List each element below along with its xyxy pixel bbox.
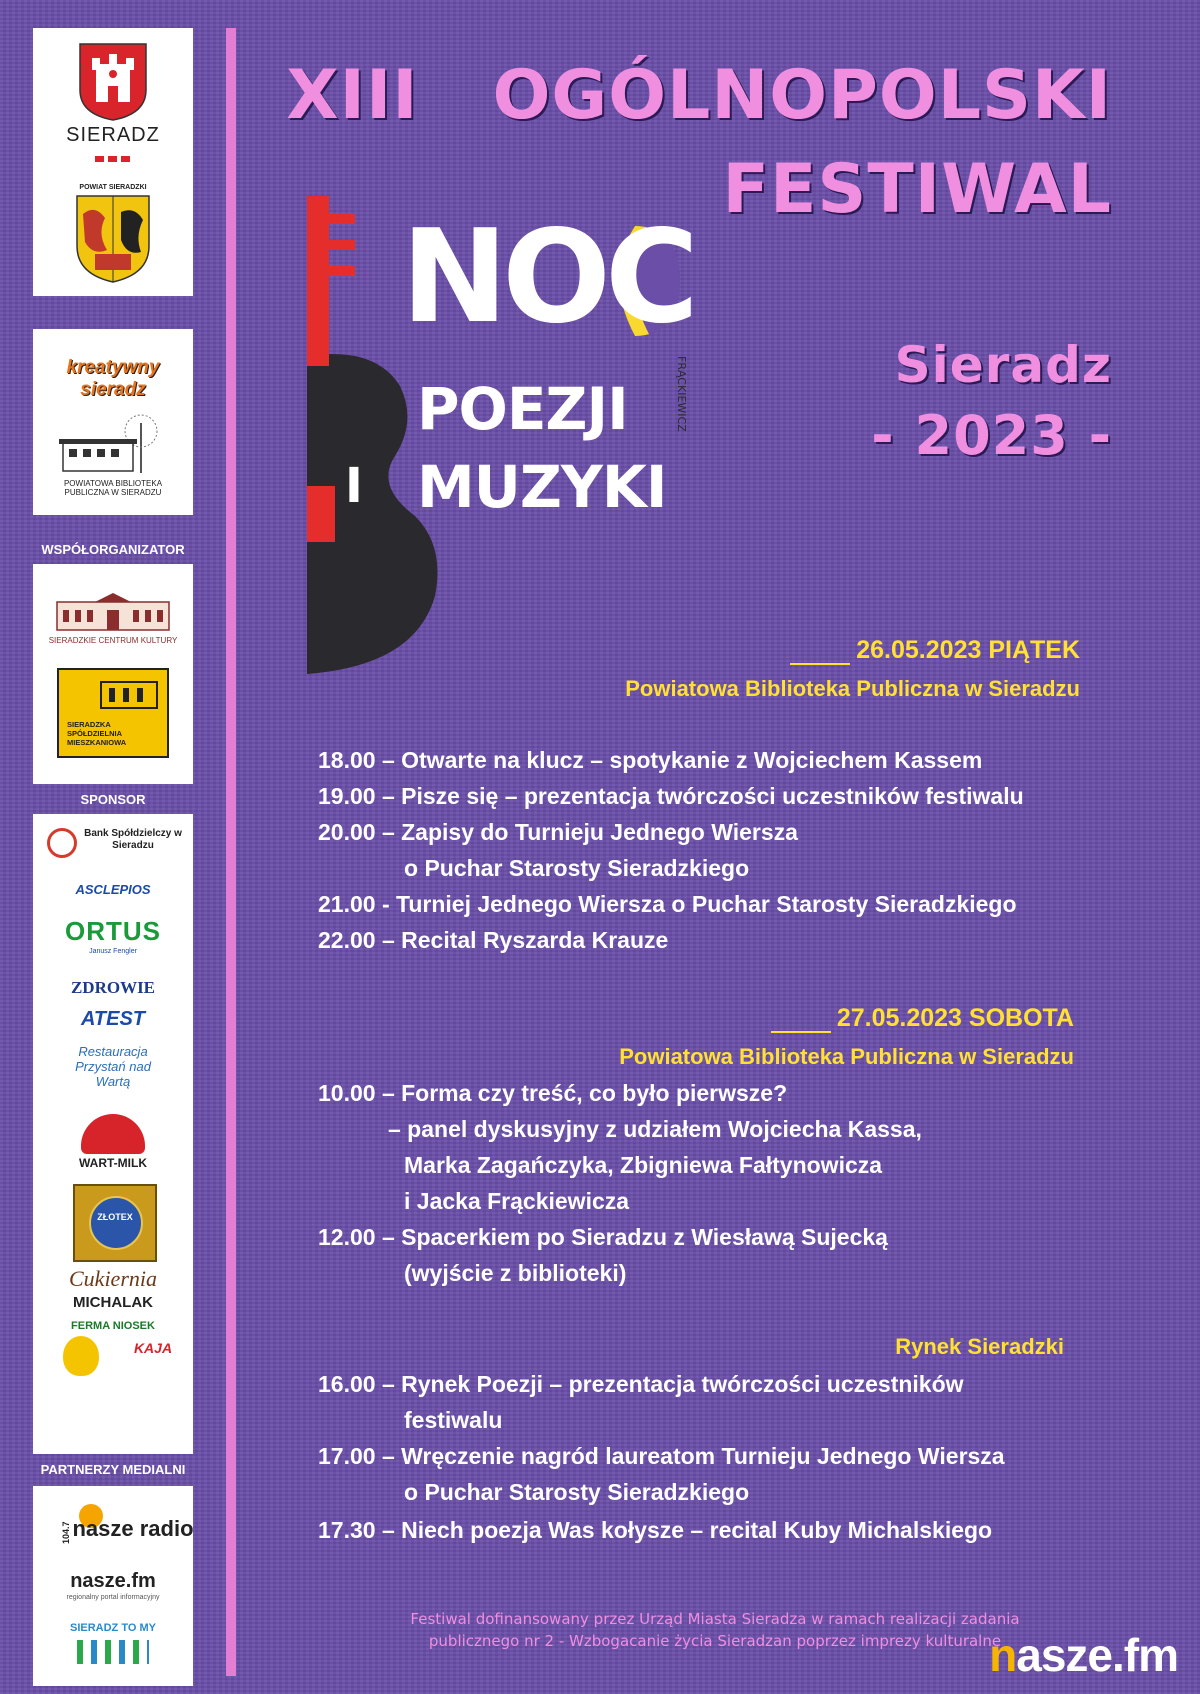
day2-item-3 [318,1366,964,1438]
day2-item-2-text: 12.00 – Spacerkiem po Sieradzu z Wiesławą Sujecką [318,1224,888,1250]
funding-note-line2: publicznego nr 2 - Wzbogacanie życia Sieradzan poprzez imprezy kulturalne [428,1632,1002,1650]
coorganizer-label: WSPÓŁORGANIZATOR [41,542,185,557]
festival-title-line1: XIII OGÓLNOPOLSKI [286,56,1112,135]
day2-item-2 [318,1219,888,1291]
art-word-noc [401,203,693,352]
coorganizer-panel [33,564,193,784]
day1-heading-text: 26.05.2023 PIĄTEK [856,636,1080,664]
festival-year: - 2023 - [871,404,1112,467]
bank-name: Bank Spółdzielczy w Sieradzu [84,828,182,851]
ferma-niosek-logo: FERMA NIOSEK [71,1320,155,1332]
day2-item-4-text: 17.00 – Wręczenie nagród laureatom Turnieju Jednego Wiersza [318,1443,1005,1469]
cooperative-logo [57,668,169,758]
radio-frequency: 104.7 [61,1521,71,1544]
ortus-logo: ORTUS [65,916,161,946]
asclepios-logo: ASCLEPIOS [75,882,151,897]
nasze-fm-logo: nasze.fm [70,1570,156,1592]
day2-heading-text: 27.05.2023 SOBOTA [836,1004,1074,1032]
day1-item-3 [318,814,798,886]
nasze-fm-watermark [989,1628,1178,1682]
organizer-panel [33,329,193,515]
nasze-radio-logo: nasze radio [72,1516,194,1541]
day2-venue-2: Rynek Sieradzki [895,1334,1064,1359]
culture-center-building-icon [55,592,171,632]
art-word-muzyki: MUZYKI [417,453,667,521]
day1-item-5: 22.00 – Recital Ryszarda Krauze [318,927,669,953]
atest-logo: ATEST [80,1008,146,1030]
zdrowie-logo: ZDROWIE [70,978,156,997]
day2-item-2-cont: (wyjście z biblioteki) [404,1260,627,1286]
day1-venue: Powiatowa Biblioteka Publiczna w Sieradzu [625,676,1080,701]
sieradz-crest-icon [78,42,148,122]
michalak-logo: MICHALAK [73,1294,153,1311]
culture-center-text: SIERADZKIE CENTRUM KULTURY [48,636,178,645]
crests-panel [33,28,193,296]
art-word-i: I [345,458,363,514]
day2-item-4-cont: o Puchar Starosty Sieradzkiego [404,1479,750,1505]
organizer-label: ORGANIZATOR [65,280,161,295]
wartmilk-logo-icon [81,1114,145,1154]
day1-heading [790,636,1080,665]
nasze-fm-subtitle: regionalny portal informacyjny [66,1594,160,1601]
day2-item-1 [318,1075,922,1219]
sponsor-panel [33,814,193,1454]
media-panel [33,1486,193,1686]
day2-item-3-text: 16.00 – Rynek Poezji – prezentacja twórczości uczestników [318,1371,964,1397]
day2-item-3-cont: festiwalu [404,1407,503,1433]
powiat-crest-icon [75,194,151,284]
day2-item-1-cont1: – panel dyskusyjny z udziałem Wojciecha Kassa, [388,1116,922,1142]
art-word-poezji: POEZJI [417,375,628,443]
kaja-logo: KAJA [133,1340,173,1356]
art-word-noc-text: NOC [401,203,693,352]
day2-item-1-cont2: Marka Zagańczyka, Zbigniewa Fałtynowicza [404,1152,883,1178]
noc-poezji-muzyki-artwork [305,196,710,676]
day2-item-1-text: 10.00 – Forma czy treść, co było pierwsze? [318,1080,788,1106]
day2-heading [771,1004,1074,1033]
vertical-divider [226,28,236,1676]
kreatywny-sieradz-logo: kreatywny sieradz [66,357,160,400]
festival-city: Sieradz [894,336,1112,394]
wartmilk-logo: WART-MILK [79,1156,147,1170]
funding-note-line1: Festiwal dofinansowany przez Urząd Miasta Sieradza w ramach realizacji zadania [410,1610,1020,1628]
sponsor-label: SPONSOR [80,792,146,807]
day1-item-3-text: 20.00 – Zapisy do Turnieju Jednego Wiersza [318,819,798,845]
cukiernia-logo: Cukiernia [69,1266,157,1291]
day2-item-1-cont3: i Jacka Frąckiewicza [404,1188,630,1214]
watermark-rest: asze.fm [1016,1629,1178,1681]
zlotex-text: ZŁOTEX [97,1212,133,1222]
festival-title-line2: FESTIWAL [722,150,1112,229]
day1-item-4: 21.00 - Turniej Jednego Wiersza o Puchar Starosty Sieradzkiego [318,891,1017,917]
day1-item-2: 19.00 – Pisze się – prezentacja twórczości uczestników festiwalu [318,783,1024,809]
watermark-n: n [989,1629,1017,1681]
media-partners-label: PARTNERZY MEDIALNI [40,1462,186,1477]
sieradz-to-my-logo: SIERADZ TO MY [70,1622,156,1634]
day2-item-4 [318,1438,1005,1510]
restauracja-logo: Restauracja Przystań nad Wartą [75,1044,151,1089]
zlotex-logo [73,1184,157,1262]
day1-item-3-cont: o Puchar Starosty Sieradzkiego [404,855,750,881]
library-logo-text: POWIATOWA BIBLIOTEKA PUBLICZNA W SIERADZU [63,479,163,497]
day2-item-5: 17.30 – Niech poezja Was kołysze – recital Kuby Michalskiego [318,1517,993,1543]
art-credit: FRĄCKIEWICZ [675,356,688,432]
ortus-subtitle: Janusz Fengler [89,948,137,955]
day1-item-1: 18.00 – Otwarte na klucz – spotykanie z Wojciechem Kassem [318,747,983,773]
city-dots [95,156,131,162]
day2-venue: Powiatowa Biblioteka Publiczna w Sieradzu [619,1044,1074,1069]
powiat-name: POWIAT SIERADZKI [79,184,147,191]
people-icon [77,1640,149,1664]
cooperative-building-icon [99,676,159,710]
sieradz-city-name: SIERADZ [66,124,160,146]
library-building-icon [55,413,171,477]
bank-logo-icon [47,828,77,858]
cooperative-logo-text: SIERADZKA SPÓŁDZIELNIA MIESZKANIOWA [67,720,127,747]
